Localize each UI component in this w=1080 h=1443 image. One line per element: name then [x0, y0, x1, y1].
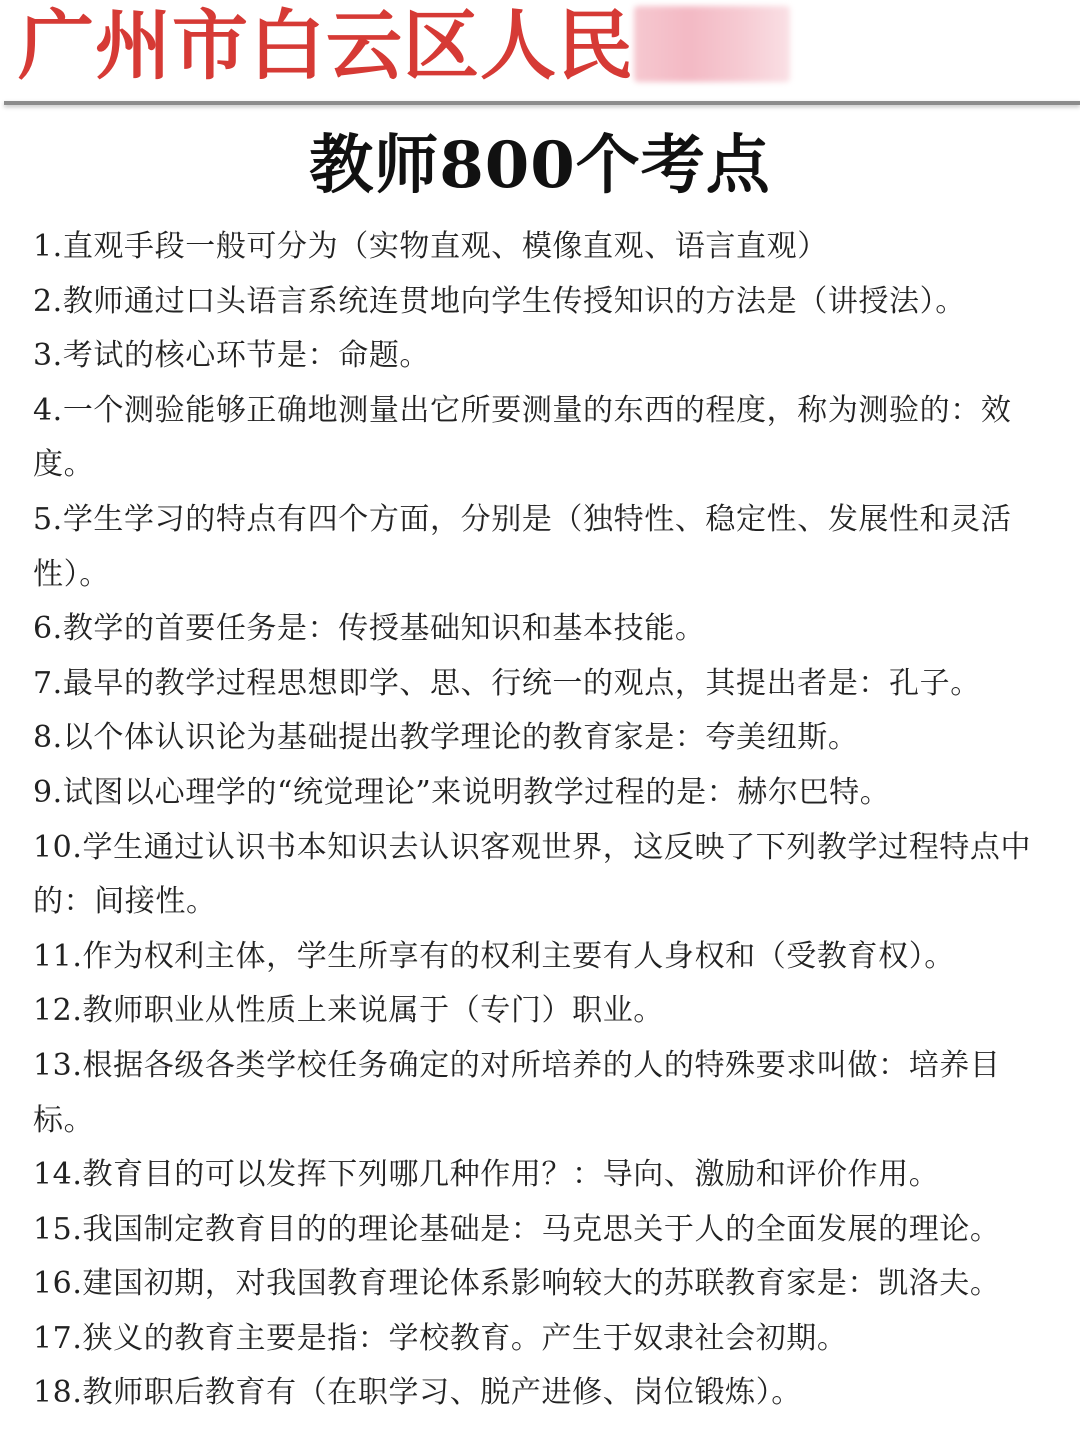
list-item: 1.直观手段一般可分为（实物直观、模像直观、语言直观）	[33, 229, 828, 264]
header-banner	[0, 0, 1080, 100]
list-item: 18.教师职后教育有（在职学习、脱产进修、岗位锻炼）。	[33, 1375, 802, 1411]
list-item: 14.教育目的可以发挥下列哪几种作用？：导向、激励和评价作用。	[33, 1157, 940, 1193]
list-item: 5.学生学习的特点有四个方面，分别是（独特性、稳定性、发展性和灵活性）。	[33, 501, 1012, 592]
list-item: 13.根据各级各类学校任务确定的对所培养的人的特殊要求叫做：培养目标。	[33, 1047, 1001, 1138]
exam-point-list	[33, 220, 1055, 1421]
document-title: 教师800个考点	[309, 128, 771, 203]
list-item: 2.教师通过口头语言系统连贯地向学生传授知识的方法是（讲授法）。	[33, 283, 966, 319]
list-item: 12.教师职业从性质上来说属于（专门）职业。	[33, 993, 664, 1029]
list-item: 8.以个体认识论为基础提出教学理论的教育家是：夸美纽斯。	[33, 720, 859, 756]
list-item: 3.考试的核心环节是：命题。	[33, 338, 431, 374]
list-item: 15.我国制定教育目的的理论基础是：马克思关于人的全面发展的理论。	[33, 1211, 1001, 1247]
list-item: 4.一个测验能够正确地测量出它所要测量的东西的程度，称为测验的：效度。	[33, 392, 1012, 483]
list-item: 6.教学的首要任务是：传授基础知识和基本技能。	[33, 611, 706, 647]
list-item: 17.狭义的教育主要是指：学校教育。产生于奴隶社会初期。	[33, 1320, 848, 1356]
header-divider	[4, 101, 1080, 105]
list-item: 7.最早的教学过程思想即学、思、行统一的观点，其提出者是：孔子。	[33, 665, 981, 701]
list-item: 11.作为权利主体，学生所享有的权利主要有人身权和（受教育权）。	[33, 938, 955, 974]
redacted-text-blur	[634, 6, 790, 82]
list-item: 16.建国初期，对我国教育理论体系影响较大的苏联教育家是：凯洛夫。	[33, 1266, 1001, 1302]
list-item: 10.学生通过认识书本知识去认识客观世界，这反映了下列教学过程特点中的：间接性。	[33, 829, 1032, 920]
list-item: 9.试图以心理学的“统觉理论”来说明教学过程的是：赫尔巴特。	[33, 774, 891, 810]
institution-title: 广州市白云区人民	[18, 1, 634, 90]
